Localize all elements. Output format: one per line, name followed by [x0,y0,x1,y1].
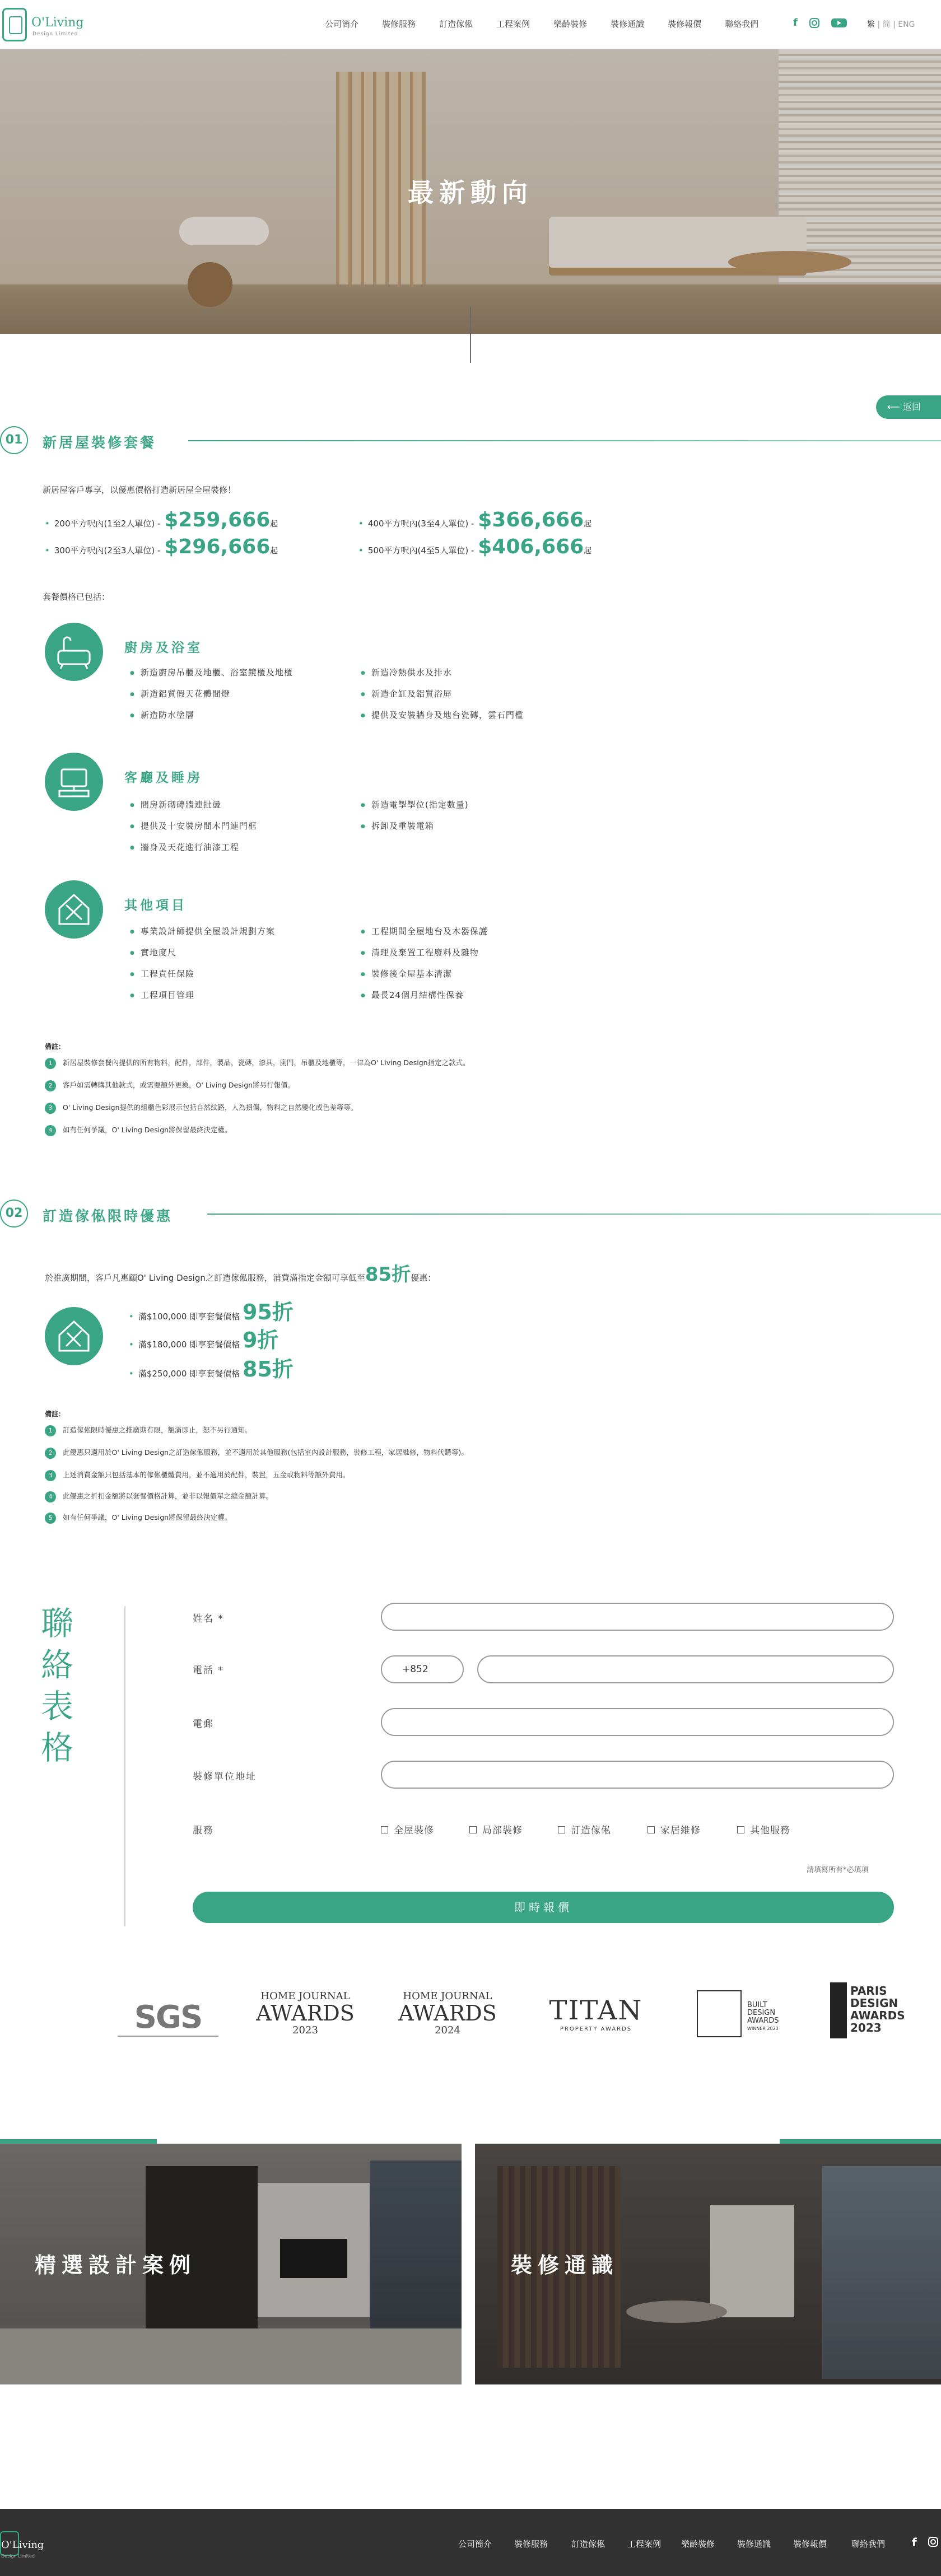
site-footer [0,2509,941,2576]
accent-bar [0,2139,157,2144]
case-title: 裝修通識 [511,2253,619,2278]
note-item: 4 此優惠之折扣金額將以套餐價格計算，並非以報價單之總金額計算。 [45,1491,273,1502]
note-item: 2 此優惠只適用於O' Living Design之訂造傢俬服務，並不適用於其他服務(包括室內設計服務，裝修工程，家居維修，物料代購等)。 [45,1447,468,1459]
footer-nav-renovation-services[interactable]: 裝修服務 [514,2539,548,2549]
footer-instagram-icon[interactable] [928,2536,939,2550]
youtube-icon[interactable] [831,17,847,29]
built-design-awards: BUILT DESIGN AWARDS WINNER 2023 [697,1982,792,2044]
category-title: 客廳及睡房 [124,771,203,785]
list-item: ● 提供及安裝牆身及地台瓷磚，雲石門檻 [361,709,524,721]
lang-english[interactable]: ENG [898,20,915,29]
back-label: 返回 [903,402,921,412]
services-label: 服務 [193,1825,214,1836]
promo-intro: 於推廣期間，客戶凡惠顧O' Living Design之訂造傢俬服務，消費滿指定金額可享低至85折優惠： [45,1263,436,1286]
home-journal-awards-2023: HOME JOURNAL AWARDS 2023 [256,1990,355,2036]
submit-button[interactable]: 即時報價 [193,1892,894,1923]
instagram-icon[interactable] [809,17,820,29]
footer-facebook-icon[interactable]: f [912,2536,917,2549]
list-item: ● 工程項目管理 [130,989,194,1001]
section-number: 02 [0,1200,28,1228]
bathtub-icon [45,623,103,681]
section-title: 新居屋裝修套餐 [43,435,157,451]
logo-mark-icon [2,8,27,41]
nav-renovation-services[interactable]: 裝修服務 [382,19,416,29]
logo-subtitle: Design Limited [32,31,78,37]
accent-bar [780,2139,941,2144]
phone-input[interactable] [477,1655,894,1683]
footer-nav-custom-furniture[interactable]: 訂造傢俬 [571,2539,605,2549]
hero-banner [0,49,941,334]
nav-custom-furniture[interactable]: 訂造傢俬 [439,19,473,29]
category-title: 廚房及浴室 [124,641,203,655]
notes-label: 備註： [45,1043,66,1051]
titan-property-awards: TITAN PROPERTY AWARDS [549,1995,643,2032]
paris-design-awards: PARIS DESIGN AWARDS 2023 [830,1982,903,2044]
service-checkbox[interactable]: 其他服務 [737,1822,790,1836]
address-input[interactable] [381,1761,894,1789]
language-switch: 繁 | 简 | ENG [867,20,915,29]
section-title: 訂造傢俬限時優惠 [43,1208,173,1224]
nav-projects[interactable]: 工程案例 [496,19,530,29]
list-item: ● 工程期間全屋地台及木器保護 [361,925,488,937]
notes-label: 備註： [45,1410,66,1418]
discount-offer: • 滿$100,000 即享套餐價格 95折 [129,1300,294,1324]
list-item: ● 新造電掣掣位(指定數量) [361,799,469,810]
case-card-knowledge[interactable] [475,2144,941,2384]
main-nav [325,18,782,30]
note-item: 5 如有任何爭議，O' Living Design將保留最終決定權。 [45,1512,232,1524]
section-divider [188,440,941,441]
scroll-indicator-line [470,307,471,363]
home-journal-awards-2024: HOME JOURNAL AWARDS 2024 [398,1990,497,2036]
footer-nav-renovation-knowledge[interactable]: 裝修通識 [737,2539,771,2549]
category-title: 其他項目 [124,898,187,913]
address-label: 裝修單位地址 [193,1771,257,1782]
nav-quotation[interactable]: 裝修報價 [668,19,702,29]
list-item: ● 工程責任保險 [130,968,194,979]
list-item: ● 新造廚房吊櫃及地櫃、浴室鏡櫃及地櫃 [130,666,293,678]
price-item: • 200平方呎內(1至2人單位) - $259,666起 [45,508,278,531]
list-item: ● 提供及十安裝房間木門連門框 [130,820,257,832]
list-item: ● 間房新砌磚牆連批盪 [130,799,221,810]
tools-icon [45,880,103,939]
form-divider [124,1606,125,1926]
list-item: ● 新造冷熱供水及排水 [361,666,452,678]
facebook-icon[interactable]: f [793,17,798,29]
back-button[interactable] [876,395,941,419]
note-item: 4 如有任何爭議，O' Living Design將保留最終決定權。 [45,1124,232,1136]
list-item: ● 最長24個月結構性保養 [361,989,464,1001]
list-item: ● 新造鋁質假天花體間燈 [130,688,230,699]
list-item: ● 拆卸及重裝電箱 [361,820,434,832]
list-item: ● 實地度尺 [130,946,176,958]
section-divider [207,1214,941,1215]
email-input[interactable] [381,1708,894,1736]
name-input[interactable] [381,1603,894,1631]
package-intro: 新居屋客戶專享，以優惠價格打造新居屋全屋裝修！ [43,485,236,495]
note-item: 2 客戶如需轉購其他款式，或需要額外更換，O' Living Design將另行報價。 [45,1080,295,1091]
footer-nav-contact[interactable]: 聯絡我們 [851,2539,886,2549]
footer-nav-elderly-renovation[interactable]: 樂齡裝修 [681,2539,715,2549]
note-item: 3 O' Living Design提供的組櫃色彩展示包括自然紋路，人為損傷，物料之自然變化或色差等等。 [45,1102,358,1114]
price-item: • 300平方呎內(2至3人單位) - $296,666起 [45,535,278,558]
note-item: 1 新居屋裝修套餐內提供的所有物料，配件，部件，製品，瓷磚，漆具，廁門，吊櫃及地櫃等，一律為O' Living Design指定之款式。 [45,1057,470,1069]
sgs-logo: SGS [118,1982,218,2044]
case-title: 精選設計案例 [35,2253,197,2278]
discount-offer: • 滿$250,000 即享套餐價格 85折 [129,1357,294,1382]
list-item: ● 牆身及天花進行油漆工程 [130,841,239,853]
logo-text: O'Living [31,16,84,30]
section-1-heading [0,426,941,454]
service-checkbox[interactable]: 訂造傢俬 [558,1822,611,1836]
contact-form-title: 聯 絡 表 格 [40,1604,73,1767]
email-label: 電郵 [193,1719,214,1730]
footer-logo-text: O'Living [1,2539,44,2551]
required-note: 請填寫所有*必填項 [807,1866,869,1874]
ruler-pencil-icon [45,1307,103,1365]
logo[interactable] [2,8,92,41]
footer-nav-about[interactable]: 公司簡介 [458,2539,492,2549]
footer-logo-subtitle: Design Limited [1,2554,35,2559]
lang-simplified[interactable]: 简 [882,20,891,29]
hero-title: 最新動向 [408,178,533,208]
phone-code-select[interactable]: +852 [381,1655,464,1683]
phone-label: 電話 * [193,1665,224,1676]
note-item: 1 訂造傢俬限時優惠之推廣期有限，額滿即止，恕不另行通知。 [45,1425,252,1436]
site-header [0,0,941,49]
footer-nav-projects[interactable]: 工程案例 [627,2539,662,2549]
list-item: ● 裝修後全屋基本清潔 [361,968,452,979]
list-item: ● 專業設計師提供全屋設計規劃方案 [130,925,275,937]
arrow-left-icon: ⟵ [887,402,903,412]
price-item: • 400平方呎內(3至4人單位) - $366,666起 [358,508,592,531]
nav-elderly-renovation[interactable]: 樂齡裝修 [553,19,588,29]
sofa-icon [45,753,103,811]
includes-label: 套餐價格已包括： [43,592,110,602]
nav-renovation-knowledge[interactable]: 裝修通識 [611,19,645,29]
footer-nav-quotation[interactable]: 裝修報價 [793,2539,827,2549]
section-2-heading [0,1200,941,1228]
name-label: 姓名 * [193,1613,224,1625]
case-card-design[interactable] [0,2144,462,2384]
lang-traditional[interactable]: 繁 [867,20,875,29]
list-item: ● 清理及棄置工程廢料及雜物 [361,946,479,958]
note-item: 3 上述消費金額只包括基本的傢俬櫃體費用，並不適用於配件，裝置，五金或物料等額外費用。 [45,1469,350,1481]
price-item: • 500平方呎內(4至5人單位) - $406,666起 [358,535,592,558]
list-item: ● 新造防水塗層 [130,709,194,721]
section-number: 01 [0,426,28,454]
service-checkbox[interactable]: 家居維修 [647,1822,701,1836]
discount-offer: • 滿$180,000 即享套餐價格 9折 [129,1328,279,1352]
service-checkbox[interactable]: 局部裝修 [469,1822,523,1836]
nav-about[interactable]: 公司簡介 [325,19,359,29]
service-checkbox[interactable]: 全屋裝修 [381,1822,434,1836]
nav-contact[interactable]: 聯絡我們 [725,19,759,29]
list-item: ● 新造企缸及鋁質浴屏 [361,688,452,699]
